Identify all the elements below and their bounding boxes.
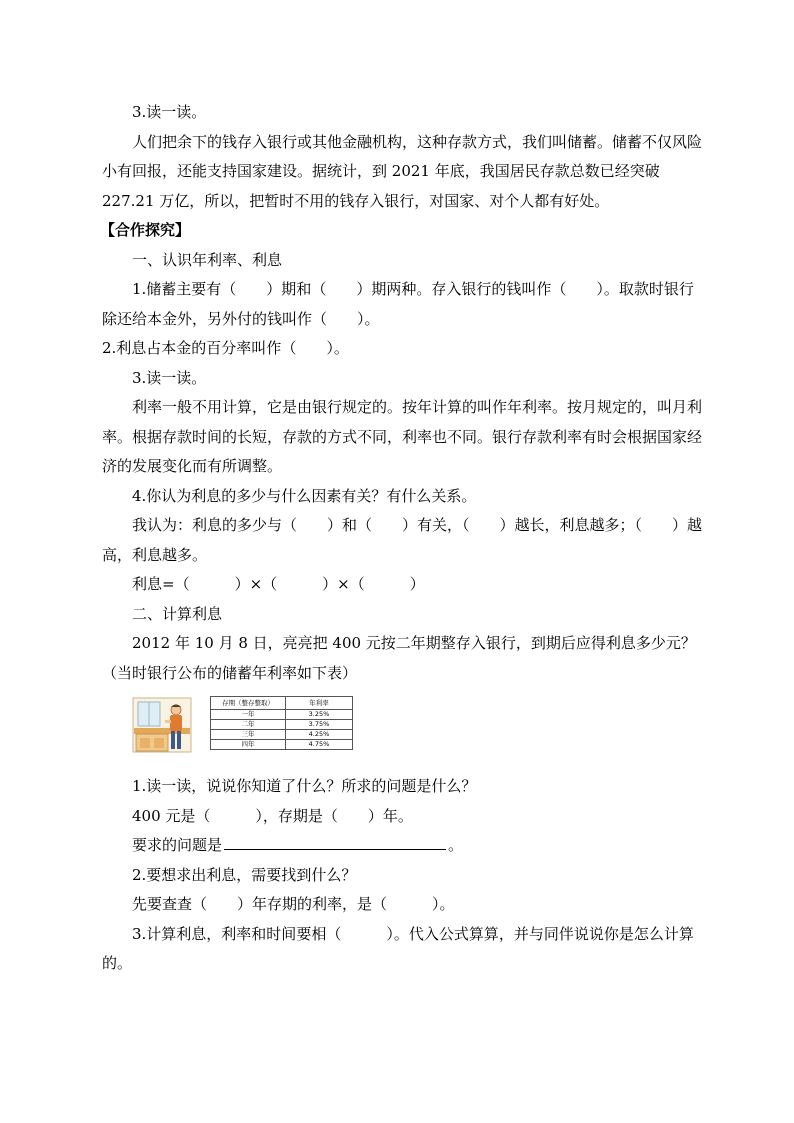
question-2: 2.利息占本金的百分率叫作（ ）。 (102, 339, 349, 357)
savings-intro-paragraph: 人们把余下的钱存入银行或其他金融机构，这种存款方式，我们叫储蓄。储蓄不仅风险小有回报，还能支持国家建设。据统计，到 2021 年底，我国居民存款总数已经突破 227.21 万亿，所以，把暂时不用的钱存入银行，对国家、对个人都有好处。 (102, 132, 703, 210)
table-cell-rate: 3.25% (286, 710, 353, 720)
question-4: 4.你认为利息的多少与什么因素有关？有什么关系。 (132, 486, 477, 505)
question-1: 1.储蓄主要有（ ）期和（ ）期两种。存入银行的钱叫作（ ）。取款时银行除还给本金外，另外付的钱叫作（ ）。 (102, 280, 694, 328)
read-section-title-2: 3.读一读。 (132, 368, 207, 387)
rate-table-header-term: 存期（整存整取） (211, 697, 286, 710)
sub-question-2: 2.要想求出利息，需要找到什么？ (132, 865, 357, 884)
read-section-title: 3.读一读。 (132, 103, 207, 121)
table-cell-rate: 4.25% (286, 730, 353, 740)
rate-table-header-rate: 年利率 (286, 697, 353, 710)
table-cell-term: 二年 (211, 720, 286, 730)
answer-underline (224, 833, 446, 850)
table-row (211, 730, 353, 740)
sub-answer-1: 400 元是（ ），存期是（ ）年。 (132, 806, 413, 825)
problem-statement: 2012 年 10 月 8 日，亮亮把 400 元按二年期整存入银行，到期后应得利息多少元？（当时银行公布的储蓄年利率如下表） (102, 634, 696, 682)
interest-rate-paragraph: 利率一般不用计算，它是由银行规定的。按年计算的叫作年利率。按月规定的，叫月利率。根据存款时间的长短，存款的方式不同，利率也不同。银行存款利率有时会根据国家经济的发展变化而有所调整。 (102, 398, 703, 475)
figure-row (102, 694, 706, 770)
sub-question-3: 3.计算利息，利率和时间要相（ ）。代入公式算算，并与同伴说说你是怎么计算的。 (102, 924, 694, 972)
table-cell-term: 三年 (211, 730, 286, 740)
rate-table-header-row (211, 697, 353, 710)
section-one-heading: 一、认识年利率、利息 (132, 250, 283, 269)
sub-answer-question-line (102, 831, 706, 861)
table-cell-rate: 3.75% (286, 720, 353, 730)
table-row (211, 710, 353, 720)
section-two-heading: 二、计算利息 (132, 604, 223, 623)
sentence-end-mark: 。 (448, 836, 464, 854)
table-row (211, 740, 353, 750)
sub-question-1: 1.读一读，说说你知道了什么？所求的问题是什么？ (132, 777, 477, 795)
sub-answer-2: 先要查查（ ）年存期的利率，是（ ）。 (132, 895, 455, 913)
table-cell-term: 四年 (211, 740, 286, 750)
answer-4: 我认为：利息的多少与（ ）和（ ）有关，（ ）越长，利息越多；（ ）越高，利息越多。 (102, 516, 703, 564)
cooperative-inquiry-heading: 【合作探究】 (100, 221, 191, 239)
table-cell-term: 一年 (211, 710, 286, 720)
document-body (102, 98, 706, 979)
table-cell-rate: 4.75% (286, 740, 353, 750)
bank-counter-illustration (132, 696, 192, 754)
question-prompt-label: 要求的问题是 (132, 836, 223, 854)
interest-formula: 利息=（ ）×（ ）×（ ） (132, 575, 425, 593)
table-row (211, 720, 353, 730)
savings-rate-table (210, 696, 353, 750)
